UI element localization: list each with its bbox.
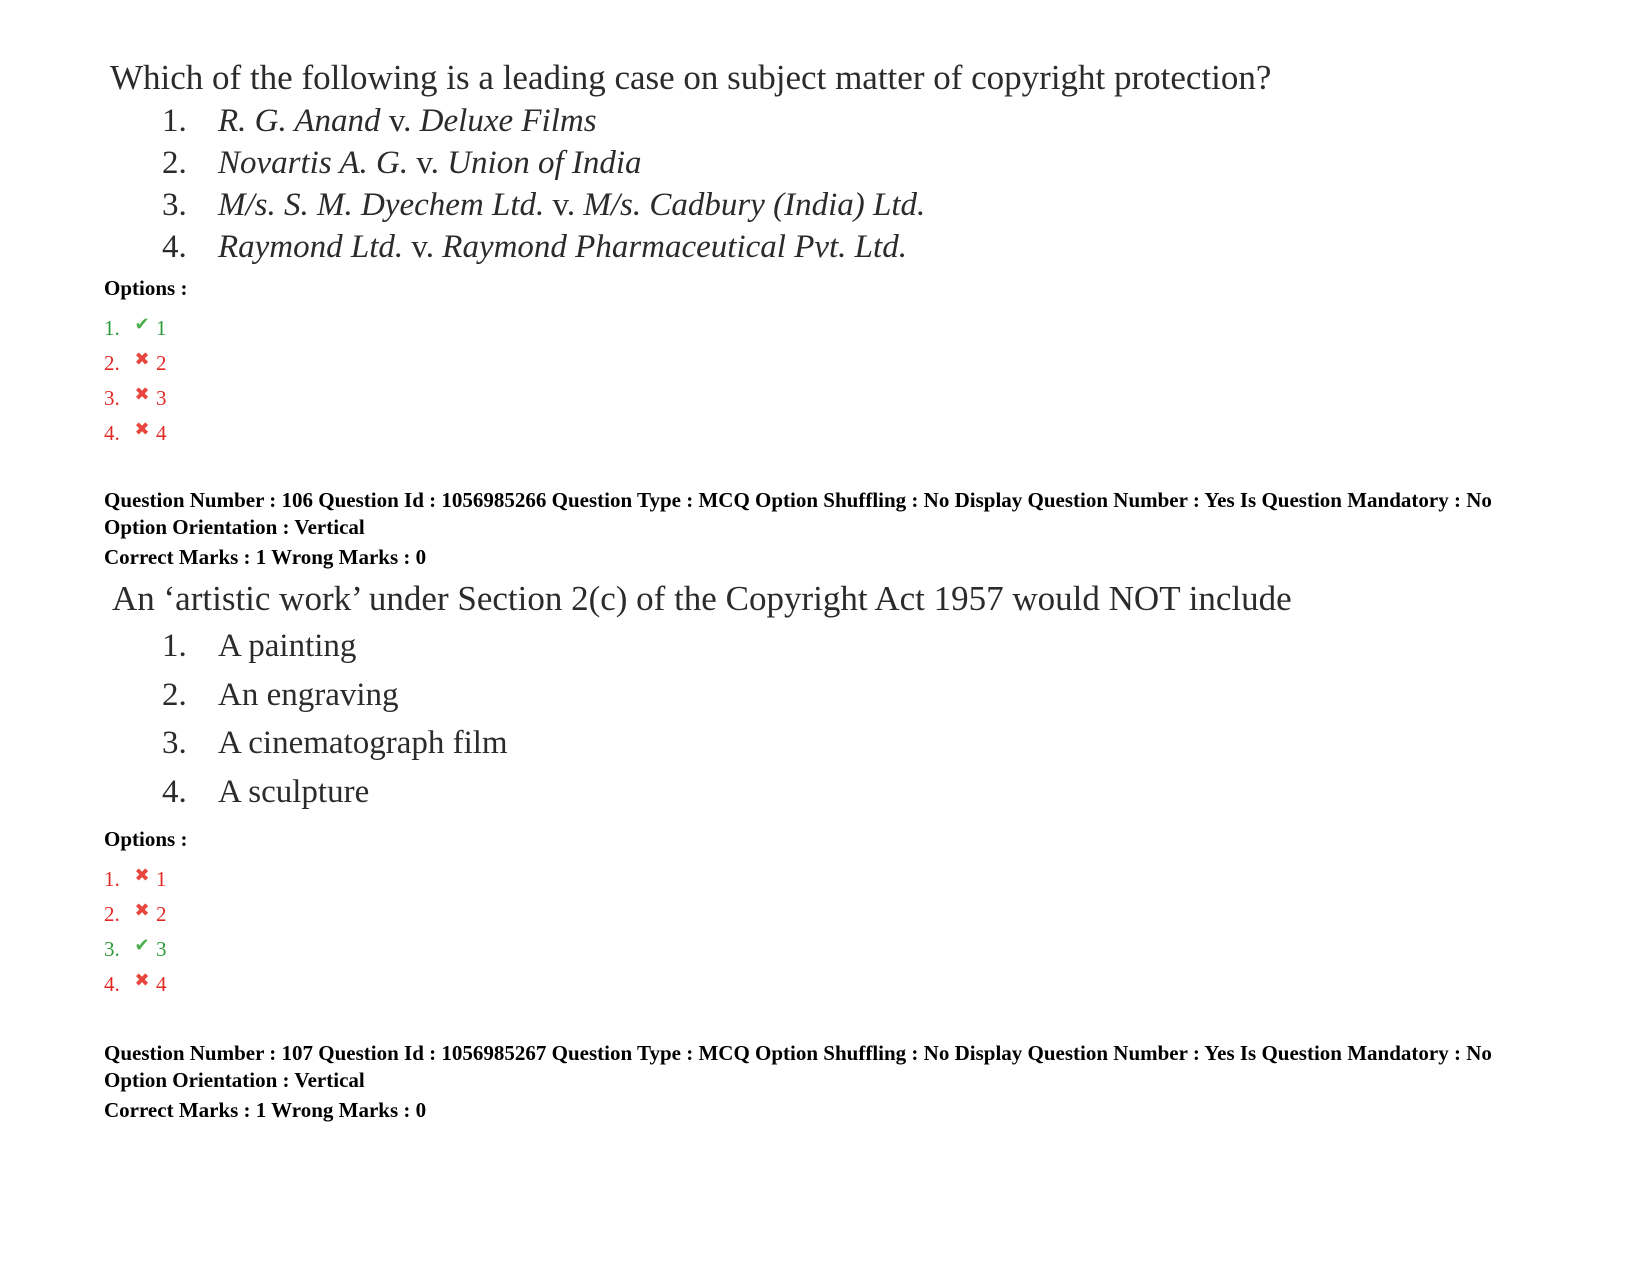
item-text: A cinematograph film bbox=[218, 725, 508, 761]
option-value: 4 bbox=[156, 972, 167, 996]
cross-icon: ✖ bbox=[134, 900, 150, 920]
item-number: 3. bbox=[162, 725, 187, 761]
question-item bbox=[162, 100, 925, 142]
option-number: 3. bbox=[104, 937, 120, 961]
item-text: A sculpture bbox=[218, 773, 370, 810]
case-party: Raymond Ltd. bbox=[218, 229, 404, 265]
option-number: 4. bbox=[104, 421, 120, 445]
case-party: R. G. Anand bbox=[218, 103, 381, 139]
versus-label: v. bbox=[544, 187, 584, 223]
item-number: 4. bbox=[162, 773, 187, 810]
option-row bbox=[104, 931, 167, 966]
question-item-list bbox=[162, 622, 508, 816]
cross-icon: ✖ bbox=[134, 970, 150, 990]
item-text: An engraving bbox=[218, 676, 399, 713]
case-party: M/s. S. M. Dyechem Ltd. bbox=[218, 187, 545, 223]
option-value: 3 bbox=[156, 386, 167, 410]
option-number: 1. bbox=[104, 867, 120, 891]
option-value: 3 bbox=[156, 937, 167, 961]
question-meta: Question Number : 106 Question Id : 1056985266 Question Type : MCQ Option Shuffling : No Display Question Number : Yes Is Question Mandatory : No Option Orientation : Vertical bbox=[104, 488, 1492, 539]
question-item bbox=[162, 184, 925, 226]
option-number: 4. bbox=[104, 972, 120, 996]
case-party: Union of India bbox=[447, 145, 642, 181]
versus-label: v. bbox=[403, 229, 443, 265]
cross-icon: ✖ bbox=[134, 349, 150, 369]
option-number: 2. bbox=[104, 902, 120, 926]
option-row bbox=[104, 310, 167, 345]
question-item bbox=[162, 671, 508, 720]
option-row bbox=[104, 966, 167, 1001]
option-value: 1 bbox=[156, 867, 167, 891]
question-stem: An ‘artistic work’ under Section 2(c) of the Copyright Act 1957 would NOT include bbox=[112, 579, 1292, 618]
versus-label: v. bbox=[380, 103, 420, 139]
question-item bbox=[162, 768, 508, 817]
options-label: Options : bbox=[104, 276, 188, 300]
options-list bbox=[104, 310, 167, 450]
item-number: 2. bbox=[162, 676, 187, 713]
question-meta: Question Number : 107 Question Id : 1056985267 Question Type : MCQ Option Shuffling : No Display Question Number : Yes Is Question Mandatory : No Option Orientation : Vertical bbox=[104, 1041, 1492, 1092]
cross-icon: ✖ bbox=[134, 865, 150, 885]
options-label: Options : bbox=[104, 827, 188, 851]
item-text: A painting bbox=[218, 628, 357, 664]
option-value: 4 bbox=[156, 421, 167, 445]
case-party: Deluxe Films bbox=[419, 103, 597, 139]
item-number: 1. bbox=[162, 103, 187, 139]
option-value: 2 bbox=[156, 902, 167, 926]
option-row bbox=[104, 415, 167, 450]
item-number: 1. bbox=[162, 628, 187, 664]
marks-info: Correct Marks : 1 Wrong Marks : 0 bbox=[104, 545, 427, 569]
option-row bbox=[104, 861, 167, 896]
option-number: 3. bbox=[104, 386, 120, 410]
option-row bbox=[104, 380, 167, 415]
option-number: 1. bbox=[104, 316, 120, 340]
cross-icon: ✖ bbox=[134, 419, 150, 439]
versus-label: v. bbox=[408, 145, 448, 181]
case-party: Novartis A. G. bbox=[218, 145, 409, 181]
options-list bbox=[104, 861, 167, 1001]
item-number: 4. bbox=[162, 229, 187, 265]
case-party: M/s. Cadbury (India) Ltd. bbox=[583, 187, 926, 223]
question-item-list bbox=[162, 100, 925, 268]
question-item bbox=[162, 142, 925, 184]
marks-info: Correct Marks : 1 Wrong Marks : 0 bbox=[104, 1098, 427, 1122]
cross-icon: ✖ bbox=[134, 384, 150, 404]
question-item bbox=[162, 622, 508, 671]
case-party: Raymond Pharmaceutical Pvt. Ltd. bbox=[442, 229, 907, 265]
option-row bbox=[104, 345, 167, 380]
check-icon: ✔ bbox=[134, 314, 150, 334]
option-row bbox=[104, 896, 167, 931]
question-stem: Which of the following is a leading case on subject matter of copyright protection? bbox=[110, 58, 1272, 97]
option-value: 2 bbox=[156, 351, 167, 375]
check-icon: ✔ bbox=[134, 935, 150, 955]
option-number: 2. bbox=[104, 351, 120, 375]
item-number: 3. bbox=[162, 187, 187, 223]
question-item bbox=[162, 226, 925, 268]
question-item bbox=[162, 719, 508, 768]
option-value: 1 bbox=[156, 316, 167, 340]
item-number: 2. bbox=[162, 145, 187, 181]
